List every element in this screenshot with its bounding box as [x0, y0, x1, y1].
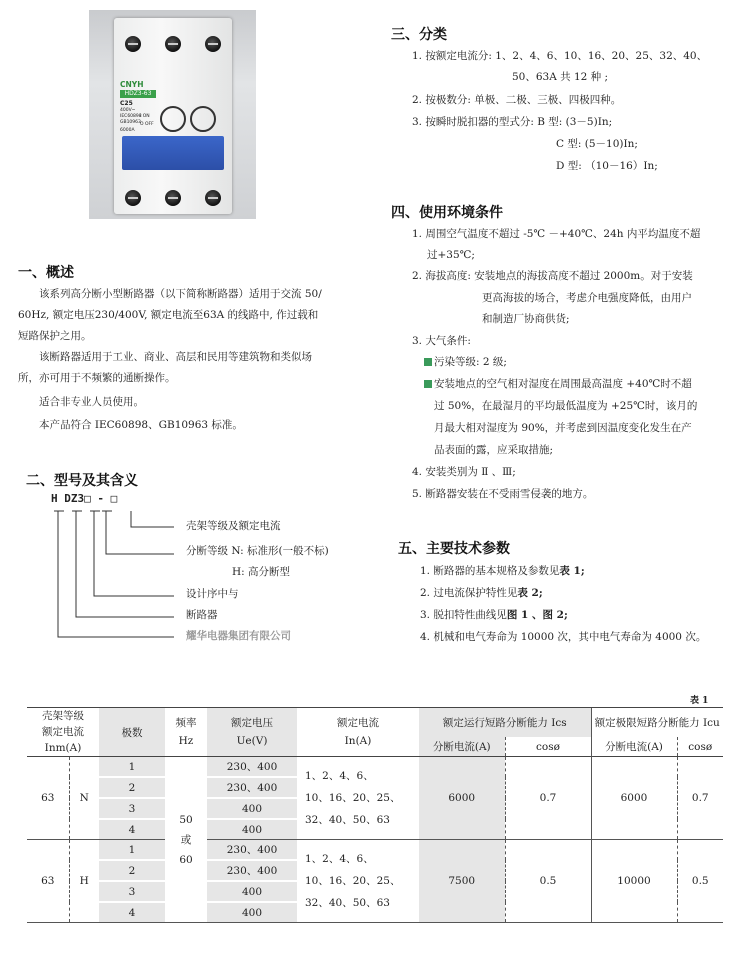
product-on-label: I ON	[140, 114, 150, 119]
bullet-square-icon	[424, 358, 432, 366]
connector-breaking-grade	[102, 511, 174, 554]
voltage-cell: 230、400	[207, 777, 297, 798]
product-standard-2: GB10963	[120, 120, 141, 125]
current-line-1: 1、2、4、6、	[305, 853, 374, 865]
header-frame-line-1: 壳架等级	[42, 710, 84, 722]
section1-title: 一、概述	[18, 265, 74, 281]
terminal-screw-icon	[125, 36, 141, 52]
section1-line-7: 本产品符合 IEC60898、GB10963 标准。	[39, 419, 243, 431]
header-poles: 极数	[99, 708, 165, 757]
poles-cell: 2	[99, 860, 165, 881]
section4-line-5: 和制造厂协商供货;	[482, 313, 570, 325]
voltage-cell: 230、400	[207, 860, 297, 881]
section2-title: 二、型号及其含义	[26, 473, 138, 489]
section4-line-11: 品表面的露，应采取措施;	[434, 444, 554, 456]
terminal-screw-icon	[205, 36, 221, 52]
voltage-cell: 400	[207, 902, 297, 923]
section5-item-4: 4. 机械和电气寿命为 10000 次，其中电气寿命为 4000 次。	[420, 631, 707, 643]
group-n-currents	[297, 757, 419, 840]
section4-line-9: 过 50%，在最湿月的平均最低温度为 +25℃时，该月的	[434, 400, 698, 412]
poles-cell: 1	[99, 840, 165, 861]
table-row	[27, 840, 723, 861]
model-code-h: H	[51, 492, 58, 505]
section3-line-6: D 型: （10－16）In;	[556, 160, 658, 172]
freq-value-or: 或	[180, 833, 192, 846]
section5-item-2-end: ;	[538, 587, 543, 599]
product-brand: CNYH	[120, 80, 144, 89]
model-code-box2: □	[110, 492, 118, 505]
section4-line-12: 4. 安装类别为 Ⅱ 、Ⅲ;	[412, 466, 516, 478]
section4-line-2: 过+35℃;	[427, 249, 475, 261]
header-voltage	[207, 708, 297, 757]
header-voltage-line-2: Ue(V)	[236, 735, 268, 747]
section3-line-3: 2. 按极数分: 单极、二极、三极、四极四种。	[412, 94, 622, 106]
header-freq-line-1: 频率	[175, 717, 197, 729]
group-h-frame: 63	[27, 840, 69, 923]
section4-line-6: 3. 大气条件:	[412, 335, 471, 347]
group-n-icu-cos: 0.7	[677, 757, 723, 840]
group-h-icu-current: 10000	[591, 840, 677, 923]
header-icu-cos: cosø	[677, 737, 723, 757]
freq-value-50: 50	[179, 813, 193, 826]
section4-line-8: 安装地点的空气相对湿度在周围最高温度 +40℃时不超	[434, 378, 692, 390]
group-n-ics-current: 6000	[419, 757, 505, 840]
group-h-currents	[297, 840, 419, 923]
voltage-cell: 400	[207, 881, 297, 902]
voltage-cell: 400	[207, 798, 297, 819]
section4-title: 四、使用环境条件	[391, 205, 503, 221]
code-label-company: 耀华电器集团有限公司	[186, 630, 291, 642]
voltage-cell: 400	[207, 819, 297, 840]
section1-line-1: 该系列高分断小型断路器（以下简称断路器）适用于交流 50/	[39, 288, 322, 300]
header-current-line-1: 额定电流	[337, 717, 379, 729]
current-line-2: 10、16、20、25、	[305, 792, 401, 804]
header-ics: 额定运行短路分断能力 Ics	[419, 708, 591, 738]
header-current	[297, 708, 419, 757]
coil-icon	[190, 106, 216, 132]
model-code-box1: □	[84, 492, 91, 505]
group-n-ics-cos: 0.7	[505, 757, 591, 840]
model-code-dz: DZ	[64, 492, 78, 505]
group-n-icu-current: 6000	[591, 757, 677, 840]
poles-cell: 2	[99, 777, 165, 798]
header-freq-line-2: Hz	[178, 735, 194, 747]
table-2-ref: 表 2	[517, 587, 539, 599]
voltage-cell: 230、400	[207, 840, 297, 861]
code-label-grade-n: 分断等级 N: 标准形(一般不标)	[186, 545, 329, 557]
group-n-grade: N	[69, 757, 99, 840]
toggle-handles	[122, 136, 224, 170]
model-code-3: 3	[77, 492, 85, 505]
circuit-breaker-image	[114, 18, 232, 214]
table-caption: 表 1	[690, 696, 709, 706]
product-voltage: 400V~	[120, 108, 136, 113]
section5-item-1	[420, 561, 585, 582]
bullet-square-icon	[424, 380, 432, 388]
product-photo	[89, 10, 256, 219]
section5-item-1-text: 1. 断路器的基本规格及参数见	[420, 565, 560, 577]
section4-line-3: 2. 海拔高度: 安装地点的海拔高度不超过 2000m。对于安装	[412, 270, 693, 282]
section1-line-4: 该断路器适用于工业、商业、高层和民用等建筑物和类似场	[39, 351, 312, 363]
table-row	[27, 757, 723, 778]
model-code-dash: -	[97, 492, 104, 505]
section3-line-1: 1. 按额定电流分: 1、2、4、6、10、16、20、25、32、40、	[412, 50, 708, 62]
product-off-label: O OFF	[140, 122, 154, 127]
code-label-design: 设计序中与	[186, 588, 239, 600]
poles-cell: 3	[99, 881, 165, 902]
group-h-icu-cos: 0.5	[677, 840, 723, 923]
header-frame-line-3: Inm(A)	[44, 742, 82, 754]
section3-line-2: 50、63A 共 12 种 ;	[512, 71, 609, 83]
terminal-screw-icon	[165, 190, 181, 206]
current-line-1: 1、2、4、6、	[305, 770, 374, 782]
section1-line-2: 60Hz, 额定电压230/400V, 额定电流至63A 的线路中, 作过载和	[18, 309, 319, 321]
terminal-screw-icon	[165, 36, 181, 52]
connector-company	[54, 511, 174, 637]
group-n-frame: 63	[27, 757, 69, 840]
section5-item-1-end: ;	[580, 565, 585, 577]
section4-line-1: 1. 周围空气温度不超过 -5℃ －+40℃、24h 内平均温度不超	[412, 228, 701, 240]
table-1-ref: 表 1	[559, 565, 581, 577]
current-line-3: 32、40、50、63	[305, 897, 390, 909]
section1-line-5: 所，亦可用于不频繁的通断操作。	[18, 372, 176, 384]
freq-value-60: 60	[179, 853, 193, 866]
header-freq	[165, 708, 207, 757]
product-capacity: 6000A	[120, 128, 135, 133]
header-frame	[27, 708, 99, 757]
model-code	[51, 492, 117, 505]
header-ics-current: 分断电流(A)	[419, 737, 505, 757]
group-h-ics-current: 7500	[419, 840, 505, 923]
section5-item-3	[420, 605, 568, 626]
product-standard-1: IEC60898	[120, 114, 142, 119]
header-ics-cos: cosø	[505, 737, 591, 757]
section5-item-2-text: 2. 过电流保护特性见	[420, 587, 518, 599]
section5-item-3-text: 3. 脱扣特性曲线见	[420, 609, 507, 621]
terminal-screw-icon	[205, 190, 221, 206]
poles-cell: 4	[99, 902, 165, 923]
code-label-frame: 壳架等级及额定电流	[186, 520, 281, 532]
product-model: HDZ3-63	[120, 90, 156, 98]
voltage-cell: 230、400	[207, 757, 297, 778]
section4-line-4: 更高海拔的场合，考虑介电强度降低，由用户	[482, 292, 692, 304]
section3-title: 三、分类	[391, 27, 447, 43]
header-frame-line-2: 额定电流	[42, 726, 84, 738]
section5-title: 五、主要技术参数	[398, 541, 510, 557]
terminal-screw-icon	[125, 190, 141, 206]
group-h-grade: H	[69, 840, 99, 923]
model-code-diagram	[40, 505, 190, 645]
section5-item-3-end: ;	[563, 609, 568, 621]
spec-table	[27, 707, 723, 923]
connector-frame-current	[131, 511, 174, 527]
group-h-ics-cos: 0.5	[505, 840, 591, 923]
section4-line-7: 污染等级: 2 级;	[434, 356, 507, 368]
section1-line-6: 适合非专业人员使用。	[39, 396, 144, 408]
freq-cell	[165, 757, 207, 923]
product-rating: C25	[120, 100, 133, 107]
header-icu-current: 分断电流(A)	[591, 737, 677, 757]
poles-cell: 3	[99, 798, 165, 819]
poles-cell: 4	[99, 819, 165, 840]
section4-line-10: 月最大相对湿度为 90%，并考虑到因温度变化发生在产	[434, 422, 692, 434]
current-line-2: 10、16、20、25、	[305, 875, 401, 887]
section1-line-3: 短路保护之用。	[18, 330, 92, 342]
figure-ref: 图 1 、图 2	[506, 609, 564, 621]
section3-line-5: C 型: (5－10)In;	[556, 138, 638, 150]
code-label-breaker: 断路器	[186, 609, 218, 621]
header-current-line-2: In(A)	[344, 735, 372, 747]
section3-line-4: 3. 按瞬时脱扣器的型式分: B 型: (3－5)In;	[412, 116, 613, 128]
current-line-3: 32、40、50、63	[305, 814, 390, 826]
poles-cell: 1	[99, 757, 165, 778]
coil-icon	[160, 106, 186, 132]
code-label-grade-h: H: 高分断型	[232, 566, 291, 578]
section4-line-13: 5. 断路器安装在不受雨雪侵袭的地方。	[412, 488, 594, 500]
header-voltage-line-1: 额定电压	[231, 717, 273, 729]
header-icu: 额定极限短路分断能力 Icu	[591, 708, 723, 738]
section5-item-2	[420, 583, 543, 604]
